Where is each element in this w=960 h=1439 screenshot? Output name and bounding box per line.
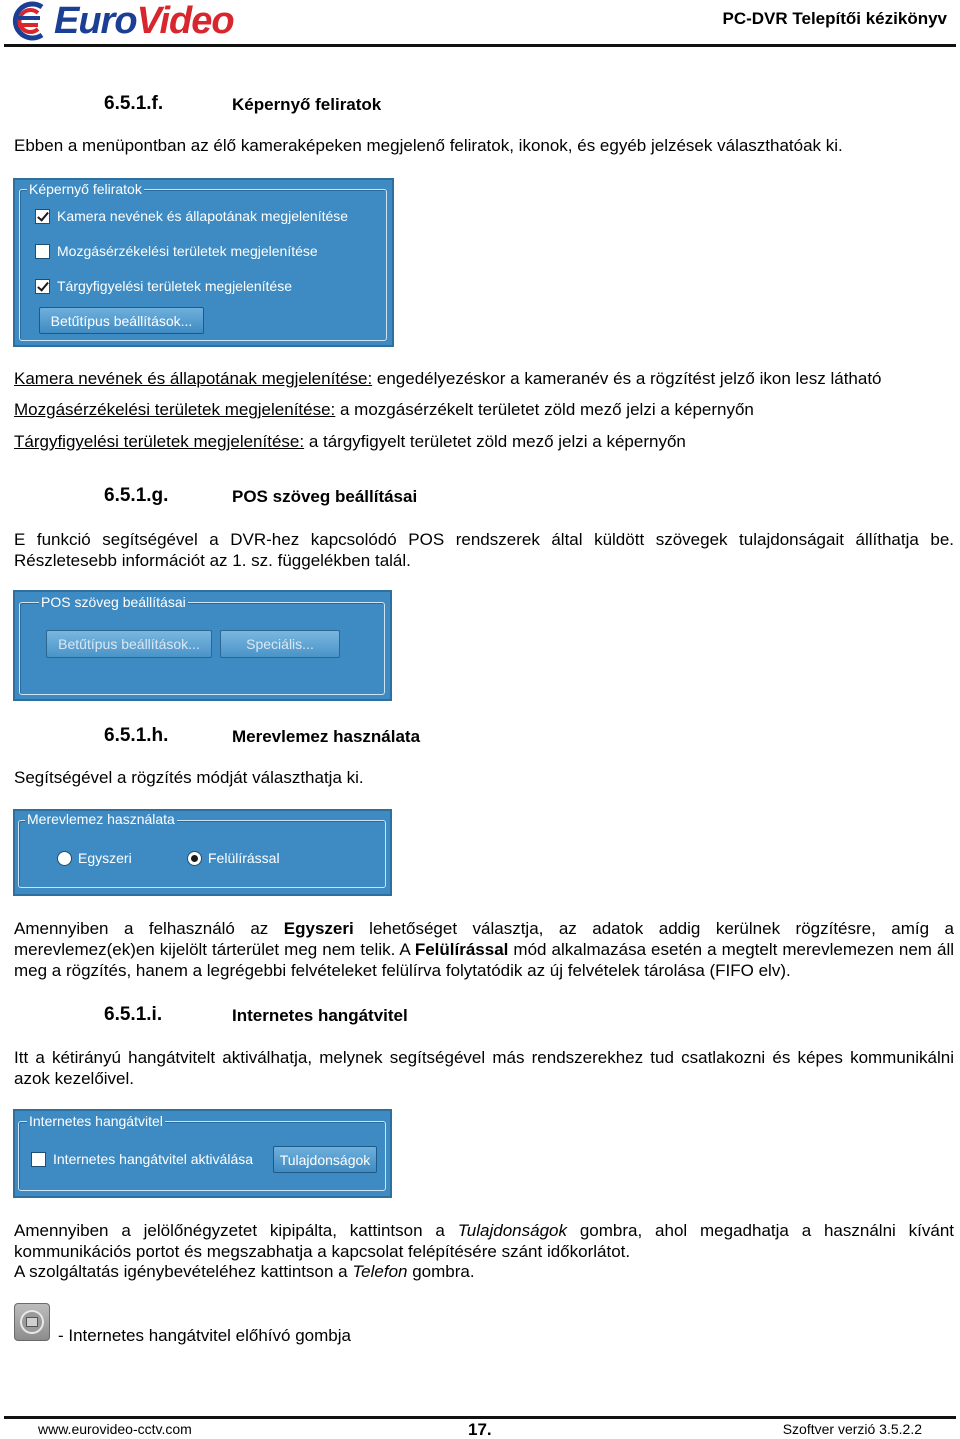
section-h-description: Amennyiben a felhasználó az Egyszeri lehetőséget választja, az adatok addig kerülnek rögzítésre, amíg a merevlemez(ek)en kijelölt tárterület meg nem telik. A Felülírással mód alkalmazása esetén a megtelt merevlemezen nem áll meg a rögzítés, hanem a legrégebbi felvételeket felülírva folytatódik az új felvételek tárolása (FIFO elv). <box>14 919 955 980</box>
page-number: 17. <box>468 1420 492 1439</box>
pos-text-panel <box>13 590 392 701</box>
section-i-title: Internetes hangátvitel <box>232 1006 408 1025</box>
option-label: Kamera nevének és állapotának megjelenítése <box>57 208 349 224</box>
section-f-number: 6.5.1.f. <box>104 93 164 114</box>
screen-captions-panel <box>13 178 394 347</box>
radio-label: Egyszeri <box>78 850 132 866</box>
page-header <box>0 0 960 50</box>
section-h-title: Merevlemez használata <box>232 727 421 746</box>
section-h-intro: Segítségével a rögzítés módját választhatja ki. <box>14 768 364 787</box>
hdd-usage-legend: Merevlemez használata <box>27 811 175 827</box>
option-motion-areas[interactable] <box>35 243 318 259</box>
checkbox-camera-name-status[interactable] <box>35 209 50 224</box>
dial-shape <box>26 1317 38 1327</box>
telephone-icon-caption: - Internetes hangátvitel előhívó gombja <box>58 1326 351 1345</box>
section-i-number: 6.5.1.i. <box>104 1004 163 1025</box>
header-divider <box>4 44 956 47</box>
pos-text-legend: POS szöveg beállításai <box>41 594 186 610</box>
section-g-title: POS szöveg beállításai <box>232 487 418 506</box>
definition-camera-name: Kamera nevének és állapotának megjelenítése: engedélyezéskor a kameranév és a rögzítést jelző ikon lesz látható <box>14 369 882 388</box>
section-i-telephone-note: A szolgáltatás igénybevételéhez kattintson a Telefon gombra. <box>14 1262 475 1281</box>
section-i-intro: Itt a kétirányú hangátvitelt aktiválhatja, melynek segítségével más rendszerekhez tud csatlakozni és képes kommunikálni azok kezelőivel. <box>14 1048 954 1088</box>
option-object-areas[interactable] <box>35 278 292 294</box>
audio-properties-button[interactable]: Tulajdonságok <box>273 1146 377 1173</box>
option-label: Internetes hangátvitel aktiválása <box>53 1151 254 1167</box>
option-label: Tárgyfigyelési területek megjelenítése <box>57 278 293 294</box>
pos-special-button[interactable]: Speciális... <box>220 630 340 658</box>
radio-label: Felülírással <box>208 850 280 866</box>
section-g-intro: E funkció segítségével a DVR-hez kapcsolódó POS rendszerek által küldött szövegek tulajdonságait állíthatja be. Részletesebb információt az 1. sz. függelékben talál. <box>14 530 954 570</box>
hdd-usage-panel <box>13 809 392 896</box>
footer-divider <box>4 1416 956 1419</box>
internet-audio-legend: Internetes hangátvitel <box>29 1113 163 1129</box>
internet-audio-panel <box>13 1109 392 1198</box>
definition-motion-areas: Mozgásérzékelési területek megjelenítése: a mozgásérzékelt területet zöld mező jelzi a képernyőn <box>14 400 754 419</box>
pos-font-settings-button[interactable]: Betűtípus beállítások... <box>46 630 212 658</box>
radio-once[interactable] <box>57 850 132 866</box>
footer-url[interactable]: www.eurovideo-cctv.com <box>38 1421 192 1437</box>
section-h-number: 6.5.1.h. <box>104 725 169 746</box>
eurovideo-logo-icon <box>8 1 52 41</box>
radio-once-button[interactable] <box>57 851 72 866</box>
section-f-title: Képernyő feliratok <box>232 95 382 114</box>
logo-text: EuroVideo <box>54 0 234 42</box>
option-internet-audio[interactable] <box>31 1151 253 1167</box>
checkbox-motion-areas[interactable] <box>35 244 50 259</box>
checkbox-internet-audio[interactable] <box>31 1152 46 1167</box>
checkbox-object-areas[interactable] <box>35 279 50 294</box>
section-f-intro: Ebben a menüpontban az élő kameraképeken megjelenő feliratok, ikonok, és egyéb jelzések választhatóak ki. <box>14 136 843 155</box>
section-g-number: 6.5.1.g. <box>104 485 169 506</box>
radio-overwrite-button[interactable] <box>187 851 202 866</box>
telephone-icon[interactable] <box>14 1303 50 1341</box>
font-settings-button[interactable]: Betűtípus beállítások... <box>39 307 204 334</box>
document-title: PC-DVR Telepítői kézikönyv <box>722 9 947 28</box>
eurovideo-logo <box>8 0 234 42</box>
section-i-description: Amennyiben a jelölőnégyzetet kipipálta, kattintson a Tulajdonságok gombra, ahol megadhatja a használni kívánt kommunikációs portot és megszabhatja a kapcsolat felépítésére szánt időkorlátot. <box>14 1221 954 1261</box>
option-label: Mozgásérzékelési területek megjelenítése <box>57 243 318 259</box>
software-version: Szoftver verzió 3.5.2.2 <box>782 1421 922 1437</box>
screen-captions-legend: Képernyő feliratok <box>29 181 142 197</box>
definition-object-areas: Tárgyfigyelési területek megjelenítése: a tárgyfigyelt területet zöld mező jelzi a képernyőn <box>14 432 686 451</box>
option-camera-name-status[interactable] <box>35 208 348 224</box>
radio-overwrite[interactable] <box>187 850 280 866</box>
